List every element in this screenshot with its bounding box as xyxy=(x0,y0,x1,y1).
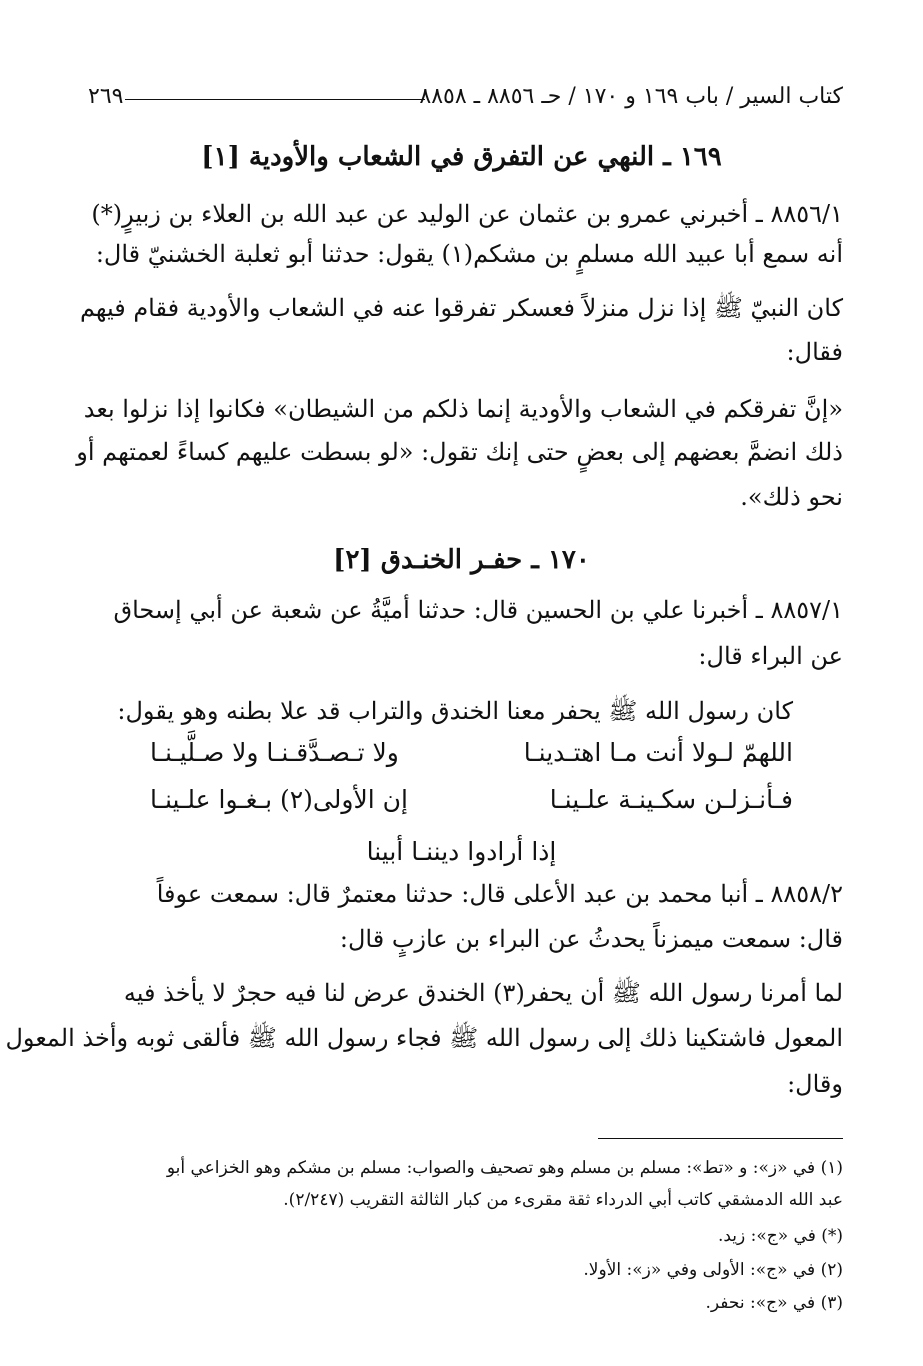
hadith-8857-matn-line: كان رسول الله ﷺ يحفر معنا الخندق والتراب قد علا بطنه وهو يقول: xyxy=(117,697,793,725)
verse-2-second-hemistich: إن الأولى(٢) بـغـوا علـينـا xyxy=(150,785,408,814)
page-number: ٢٦٩ xyxy=(88,84,124,109)
verse-3-centered: إذا أرادوا ديننـا أبينا xyxy=(366,837,557,866)
hadith-8856-isnad-line-1: ٨٨٥٦/١ ـ أخبرني عمرو بن عثمان عن الوليد عن عبد الله بن العلاء بن زبيرٍ(*) xyxy=(91,200,843,228)
chapter-heading-170: ١٧٠ ـ حفـر الخنـدق [٢] xyxy=(333,545,590,575)
hadith-8856-matn-line-1: كان النبيّ ﷺ إذا نزل منزلاً فعسكر تفرقوا عنه في الشعاب والأودية فقام فيهم xyxy=(79,294,843,322)
footnote-2: (٢) في «ج»: الأولى وفي «ز»: الأولا. xyxy=(583,1260,843,1280)
hadith-8858-matn-line-1: لما أمرنا رسول الله ﷺ أن يحفر(٣) الخندق عرض لنا فيه حجرٌ لا يأخذ فيه xyxy=(123,979,843,1007)
hadith-8856-matn-line-2: فقال: xyxy=(786,338,843,366)
hadith-8856-matn-line-5: نحو ذلك». xyxy=(740,483,843,511)
running-header: كتاب السير / باب ١٦٩ و ١٧٠ / حـ ٨٨٥٦ ـ ٨٨٥٨ xyxy=(419,84,843,109)
header-rule xyxy=(125,99,425,100)
footnote-star: (*) في «ج»: زيد. xyxy=(717,1226,843,1246)
hadith-8857-isnad-line-2: عن البراء قال: xyxy=(698,642,843,670)
footnote-1-line-1: (١) في «ز»: و «تط»: مسلم بن مسلم وهو تصحيف والصواب: مسلم بن مشكم وهو الخزاعي أبو xyxy=(166,1158,843,1178)
hadith-8858-matn-line-3: وقال: xyxy=(787,1070,843,1098)
hadith-8857-isnad-line-1: ٨٨٥٧/١ ـ أخبرنا علي بن الحسين قال: حدثنا أميَّةُ عن شعبة عن أبي إسحاق xyxy=(113,596,843,624)
hadith-8858-isnad-line-1: ٨٨٥٨/٢ ـ أنبا محمد بن عبد الأعلى قال: حدثنا معتمرٌ قال: سمعت عوفاً xyxy=(156,880,843,908)
verse-1-second-hemistich: ولا تـصـدَّقـنـا ولا صـلَّيـنـا xyxy=(150,738,399,767)
hadith-8858-matn-line-2: المعول فاشتكينا ذلك إلى رسول الله ﷺ فجاء رسول الله ﷺ فألقى ثوبه وأخذ المعول xyxy=(5,1024,843,1052)
verse-1-first-hemistich: اللهمّ لـولا أنت مـا اهتـدينـا xyxy=(523,738,793,767)
footnote-3: (٣) في «ج»: نحفر. xyxy=(705,1293,843,1313)
hadith-8856-matn-line-4: ذلك انضمَّ بعضهم إلى بعضٍ حتى إنك تقول: «لو بسطت عليهم كساءً لعمتهم أو xyxy=(76,438,843,466)
footnote-rule xyxy=(598,1138,843,1139)
verse-2-first-hemistich: فـأنـزلـن سكـينـة علـينـا xyxy=(549,785,793,814)
footnote-1-line-2: عبد الله الدمشقي كاتب أبي الدرداء ثقة مقرىء من كبار الثالثة التقريب (٢/٢٤٧). xyxy=(283,1190,843,1210)
chapter-heading-169: ١٦٩ ـ النهي عن التفرق في الشعاب والأودية [١] xyxy=(201,142,722,172)
hadith-8856-isnad-line-2: أنه سمع أبا عبيد الله مسلمٍ بن مشكم(١) يقول: حدثنا أبو ثعلبة الخشنيّ قال: xyxy=(95,240,843,268)
hadith-8856-matn-line-3: «إنَّ تفرقكم في الشعاب والأودية إنما ذلكم من الشيطان» فكانوا إذا نزلوا بعد xyxy=(83,395,843,423)
hadith-8858-isnad-line-2: قال: سمعت ميمزناً يحدثُ عن البراء بن عازبٍ قال: xyxy=(339,925,843,953)
